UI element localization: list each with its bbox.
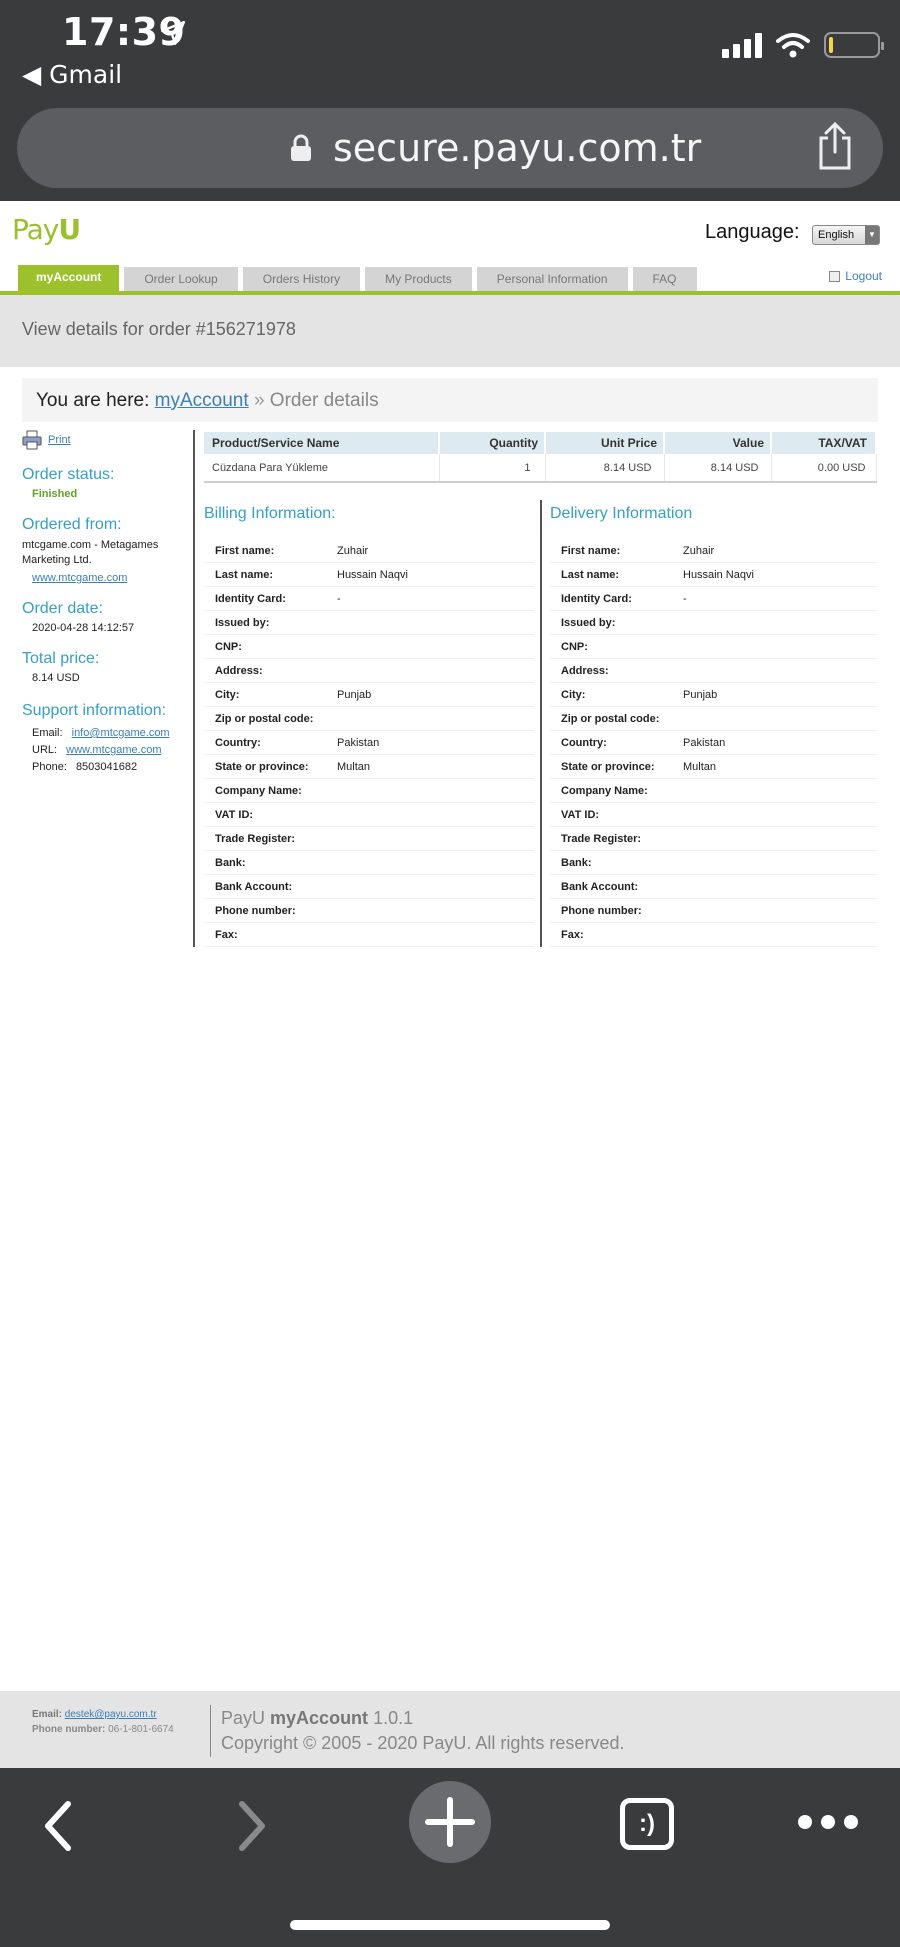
info-label: Fax: [561, 928, 584, 941]
browser-toolbar [0, 1768, 900, 1947]
footer-phone [32, 1724, 174, 1735]
print-link[interactable] [22, 430, 187, 450]
tabs-button[interactable] [620, 1798, 674, 1850]
product-name-cell: Cüzdana Para Yükleme [204, 454, 439, 482]
breadcrumb-separator: » [253, 390, 265, 411]
lock-icon [289, 134, 313, 162]
logout-link[interactable] [829, 269, 882, 283]
info-label: City: [215, 688, 240, 701]
language-select[interactable] [812, 225, 880, 245]
info-label: Zip or postal code: [215, 712, 314, 725]
support-email-label: Email: [32, 727, 63, 739]
info-label: State or province: [561, 760, 655, 773]
col-quantity: Quantity [439, 432, 545, 454]
page-subheader [0, 295, 900, 367]
payu-logo[interactable] [12, 213, 80, 246]
back-arrow-icon[interactable] [40, 1798, 76, 1854]
info-label: Issued by: [561, 616, 616, 629]
plus-icon[interactable] [408, 1780, 492, 1864]
info-label: Bank Account: [215, 880, 293, 893]
footer-product: PayU [221, 1708, 266, 1728]
footer-email-label: Email: [32, 1709, 63, 1720]
wifi-icon [776, 32, 810, 58]
info-label: Identity Card: [561, 592, 632, 605]
info-row [550, 563, 877, 587]
info-label: Trade Register: [215, 832, 296, 845]
footer-email-link[interactable]: destek@payu.com.tr [64, 1709, 157, 1720]
breadcrumb [22, 378, 878, 422]
info-value: - [337, 592, 341, 605]
breadcrumb-prefix: You are here: [36, 390, 150, 411]
info-row [204, 659, 534, 683]
info-label: State or province: [215, 760, 309, 773]
col-product-name: Product/Service Name [204, 432, 439, 454]
info-row [204, 707, 534, 731]
tab-order-lookup[interactable]: Order Lookup [124, 267, 237, 291]
delivery-information-title: Delivery Information [550, 505, 693, 522]
table-row [204, 454, 876, 482]
info-value: Zuhair [337, 544, 369, 557]
info-row [550, 803, 877, 827]
col-value: Value [664, 432, 771, 454]
info-row [204, 563, 534, 587]
footer-phone-label: Phone number: [32, 1724, 106, 1735]
info-label: Fax: [215, 928, 238, 941]
tab-myaccount[interactable]: myAccount [18, 265, 119, 291]
info-label: Last name: [561, 568, 620, 581]
info-label: Bank: [561, 856, 592, 869]
info-row [204, 779, 534, 803]
info-value: Hussain Naqvi [337, 568, 408, 581]
status-time: 17:39 [62, 10, 186, 54]
info-value: Pakistan [683, 736, 726, 749]
tabs-button-label: :) [639, 1810, 655, 1837]
info-row [550, 899, 877, 923]
support-email-row [32, 727, 187, 739]
info-row [204, 755, 534, 779]
info-label: Address: [561, 664, 609, 677]
info-value: Pakistan [337, 736, 380, 749]
info-label: Zip or postal code: [561, 712, 660, 725]
page-title: View details for order #156271978 [22, 319, 296, 339]
info-value: - [683, 592, 687, 605]
url-text: secure.payu.com.tr [333, 126, 702, 170]
info-label: Address: [215, 664, 263, 677]
info-label: Issued by: [215, 616, 270, 629]
info-value: Hussain Naqvi [683, 568, 754, 581]
battery-icon [824, 32, 880, 58]
info-label: Country: [215, 736, 261, 749]
language-label: Language: [705, 221, 800, 243]
site-header [0, 201, 900, 295]
forward-arrow-icon[interactable] [234, 1798, 270, 1854]
info-row [204, 587, 534, 611]
info-row [550, 875, 877, 899]
footer-divider [210, 1705, 211, 1757]
info-row [204, 803, 534, 827]
info-row [550, 827, 877, 851]
logout-label: Logout [845, 269, 882, 283]
info-row [204, 539, 534, 563]
logout-icon [829, 271, 840, 282]
info-value: Punjab [337, 688, 372, 701]
info-label: City: [561, 688, 586, 701]
printer-icon [22, 430, 42, 450]
tax-cell: 0.00 USD [771, 454, 876, 482]
footer-phone-value: 06-1-801-6674 [108, 1724, 174, 1735]
info-value: Punjab [683, 688, 718, 701]
total-price-label: Total price: [22, 650, 100, 667]
footer-product-bold: myAccount [270, 1708, 369, 1728]
info-label: First name: [561, 544, 621, 557]
col-unit-price: Unit Price [545, 432, 664, 454]
info-row [550, 635, 877, 659]
info-row [550, 755, 877, 779]
billing-information-table [204, 539, 534, 947]
home-indicator [290, 1920, 610, 1930]
info-row [550, 851, 877, 875]
value-cell: 8.14 USD [664, 454, 771, 482]
info-row [204, 611, 534, 635]
footer-copyright: Copyright © 2005 - 2020 PayU. All rights reserved. [221, 1733, 625, 1753]
more-options-icon[interactable] [796, 1812, 860, 1832]
breadcrumb-current: Order details [269, 390, 379, 411]
support-phone-row [32, 761, 187, 773]
ordered-from-label: Ordered from: [22, 516, 122, 533]
info-row [204, 851, 534, 875]
support-url-link[interactable]: www.mtcgame.com [66, 744, 162, 756]
info-label: Phone number: [215, 904, 296, 917]
logo-text: Pay [12, 213, 59, 246]
order-sidebar [22, 430, 187, 773]
info-value: Multan [337, 760, 371, 773]
footer-version-number: 1.0.1 [373, 1708, 414, 1728]
info-row [550, 659, 877, 683]
info-divider [540, 500, 542, 947]
address-bar[interactable] [17, 108, 883, 188]
info-label: Bank Account: [561, 880, 639, 893]
share-icon[interactable] [815, 122, 855, 170]
info-row [550, 923, 877, 947]
main-tabs [18, 265, 697, 291]
info-row [204, 731, 534, 755]
logo-u-mark: U [58, 213, 81, 246]
info-label: Company Name: [215, 784, 302, 797]
info-row [204, 635, 534, 659]
language-value: English [818, 229, 855, 241]
billing-information-title: Billing Information: [204, 505, 336, 522]
delivery-information-table [550, 539, 877, 947]
support-email-link[interactable]: info@mtcgame.com [71, 727, 170, 739]
order-status-label: Order status: [22, 466, 115, 483]
info-label: First name: [215, 544, 275, 557]
footer-email [32, 1709, 157, 1720]
ios-status-area [0, 0, 900, 201]
info-label: CNP: [561, 640, 588, 653]
support-phone-value: 8503041682 [75, 761, 138, 773]
product-table-header [204, 432, 876, 454]
tab-my-products[interactable]: My Products [365, 267, 472, 291]
order-status-value: Finished [32, 488, 78, 500]
chevron-down-icon: ▼ [865, 226, 879, 244]
footer-version [221, 1708, 413, 1729]
info-row [550, 707, 877, 731]
info-label: Identity Card: [215, 592, 286, 605]
total-price-value: 8.14 USD [32, 672, 80, 684]
info-value: Multan [683, 760, 717, 773]
info-row [204, 683, 534, 707]
order-date-label: Order date: [22, 600, 103, 617]
info-row [204, 875, 534, 899]
sidebar-divider [193, 430, 195, 947]
info-label: Trade Register: [561, 832, 642, 845]
support-phone-label: Phone: [32, 761, 67, 773]
product-table [204, 432, 877, 483]
info-label: VAT ID: [561, 808, 600, 821]
info-row [204, 899, 534, 923]
tab-orders-history[interactable]: Orders History [243, 267, 360, 291]
info-label: CNP: [215, 640, 242, 653]
location-arrow-icon [160, 20, 186, 46]
info-row [550, 731, 877, 755]
info-label: Company Name: [561, 784, 648, 797]
breadcrumb-myaccount-link[interactable]: myAccount [154, 390, 249, 411]
info-label: Country: [561, 736, 607, 749]
tab-faq[interactable]: FAQ [633, 267, 697, 291]
status-indicators [722, 30, 880, 60]
info-row [550, 779, 877, 803]
ordered-from-value: mtcgame.com - Metagames Marketing Ltd. [22, 539, 159, 566]
info-row [204, 827, 534, 851]
tab-personal-information[interactable]: Personal Information [477, 267, 628, 291]
quantity-cell: 1 [439, 454, 545, 482]
info-row [550, 587, 877, 611]
support-url-row [32, 744, 187, 756]
info-label: Last name: [215, 568, 274, 581]
info-row [204, 923, 534, 947]
order-date-value: 2020-04-28 14:12:57 [32, 622, 135, 634]
info-label: VAT ID: [215, 808, 254, 821]
page-footer [0, 1691, 900, 1768]
support-information-label: Support information: [22, 702, 167, 719]
cellular-signal-icon [722, 32, 762, 58]
unit-price-cell: 8.14 USD [545, 454, 664, 482]
col-tax: TAX/VAT [771, 432, 876, 454]
info-row [550, 611, 877, 635]
info-label: Phone number: [561, 904, 642, 917]
back-to-gmail-link[interactable]: ◀ Gmail [22, 60, 123, 89]
merchant-website-link[interactable]: www.mtcgame.com [32, 572, 128, 584]
support-url-label: URL: [32, 744, 58, 756]
info-label: Bank: [215, 856, 246, 869]
info-value: Zuhair [683, 544, 715, 557]
print-label: Print [48, 434, 71, 446]
info-row [550, 539, 877, 563]
info-row [550, 683, 877, 707]
